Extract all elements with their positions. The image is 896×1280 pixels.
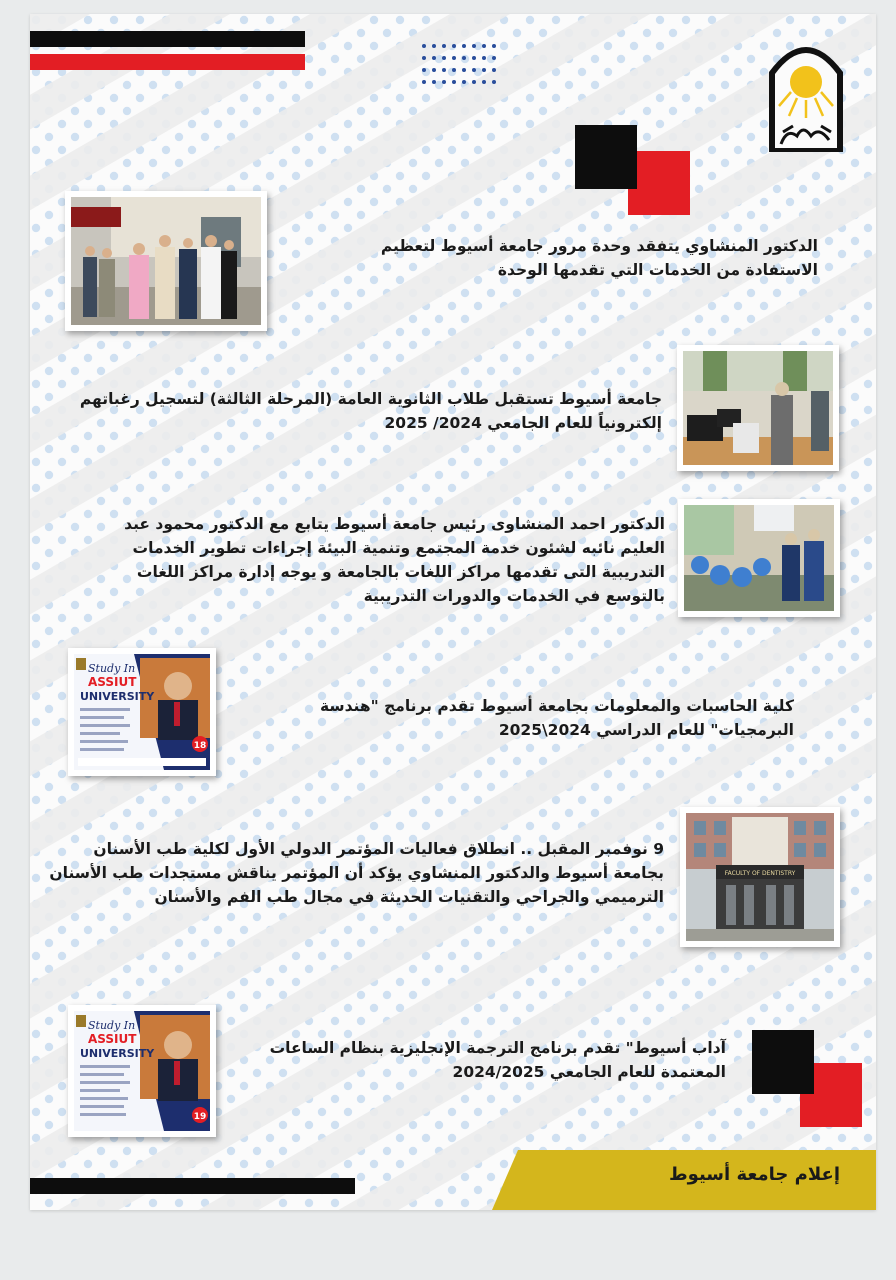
black-square-top	[575, 125, 637, 189]
article-4-headline[interactable]: كلية الحاسبات والمعلومات بجامعة أسيوط تقدم برنامج "هندسة البرمجيات" للعام الدراسي 2024\2025	[319, 697, 794, 739]
building-sign: FACULTY OF DENTISTRY	[724, 870, 796, 877]
poster-1-badge: 18	[193, 741, 207, 751]
poster-1-line2: ASSIUT	[88, 675, 137, 689]
footer-black-bar	[30, 1178, 355, 1194]
red-square-top	[628, 151, 690, 215]
poster-2-line3: UNIVERSITY	[80, 1047, 155, 1060]
header-red-bar	[30, 54, 305, 70]
article-5-headline[interactable]: 9 نوفمبر المقبل .. انطلاق فعاليات المؤتمر الدولي الأول لكلية طب الأسنان بجامعة أسيوط والدكتور المنشاوي يؤكد أن المؤتمر يناقش مستجدات طب الأسنان الترميمي والجراحي والتقنيات الحديثة في مجال طب الفم والأسنان	[49, 840, 664, 906]
article-2-photo[interactable]	[677, 345, 839, 471]
university-logo	[763, 32, 849, 156]
article-1-photo[interactable]	[65, 191, 267, 331]
article-6-headline[interactable]: آداب أسيوط" تقدم برنامج الترجمة الإنجليزية بنظام الساعات المعتمدة للعام الجامعي 2024/2025	[269, 1039, 726, 1081]
article-3-photo[interactable]	[678, 499, 840, 617]
article-1-headline[interactable]: الدكتور المنشاوي يتفقد وحدة مرور جامعة أسيوط لتعظيم الاستفادة من الخدمات التي تقدمها الوحدة	[380, 237, 818, 279]
poster-2-line2: ASSIUT	[88, 1032, 137, 1046]
article-2-headline[interactable]: جامعة أسيوط تستقبل طلاب الثانوية العامة (المرحلة الثالثة) لتسجيل رغباتهم إلكترونياً للعام الجامعي 2024/ 2025	[79, 390, 662, 432]
header-black-bar	[30, 31, 305, 47]
article-3-headline[interactable]: الدكتور احمد المنشاوى رئيس جامعة أسيوط يتابع مع الدكتور محمود عبد العليم نائبه لشئون خدمة المجتمع وتنمية البيئة إجراءات تطوير الخدمات التدريبية التى تقدمها مراكز اللغات بالجامعة و يوجه إدارة مراكز اللغات بالتوسع في الخدمات والدورات التدريبية	[124, 515, 665, 605]
footer-title: إعلام جامعة أسيوط	[668, 1164, 840, 1185]
article-4-poster[interactable]	[68, 648, 216, 776]
black-square-bottom	[752, 1030, 814, 1094]
poster-1-line1: Study In	[88, 662, 136, 675]
article-5-photo[interactable]	[680, 807, 840, 947]
article-6-poster[interactable]	[68, 1005, 216, 1137]
poster-1-line3: UNIVERSITY	[80, 690, 155, 703]
newsletter-page	[30, 14, 876, 1210]
dot-grid-decoration	[420, 42, 500, 86]
poster-2-badge: 19	[193, 1112, 207, 1122]
poster-2-line1: Study In	[88, 1019, 136, 1032]
